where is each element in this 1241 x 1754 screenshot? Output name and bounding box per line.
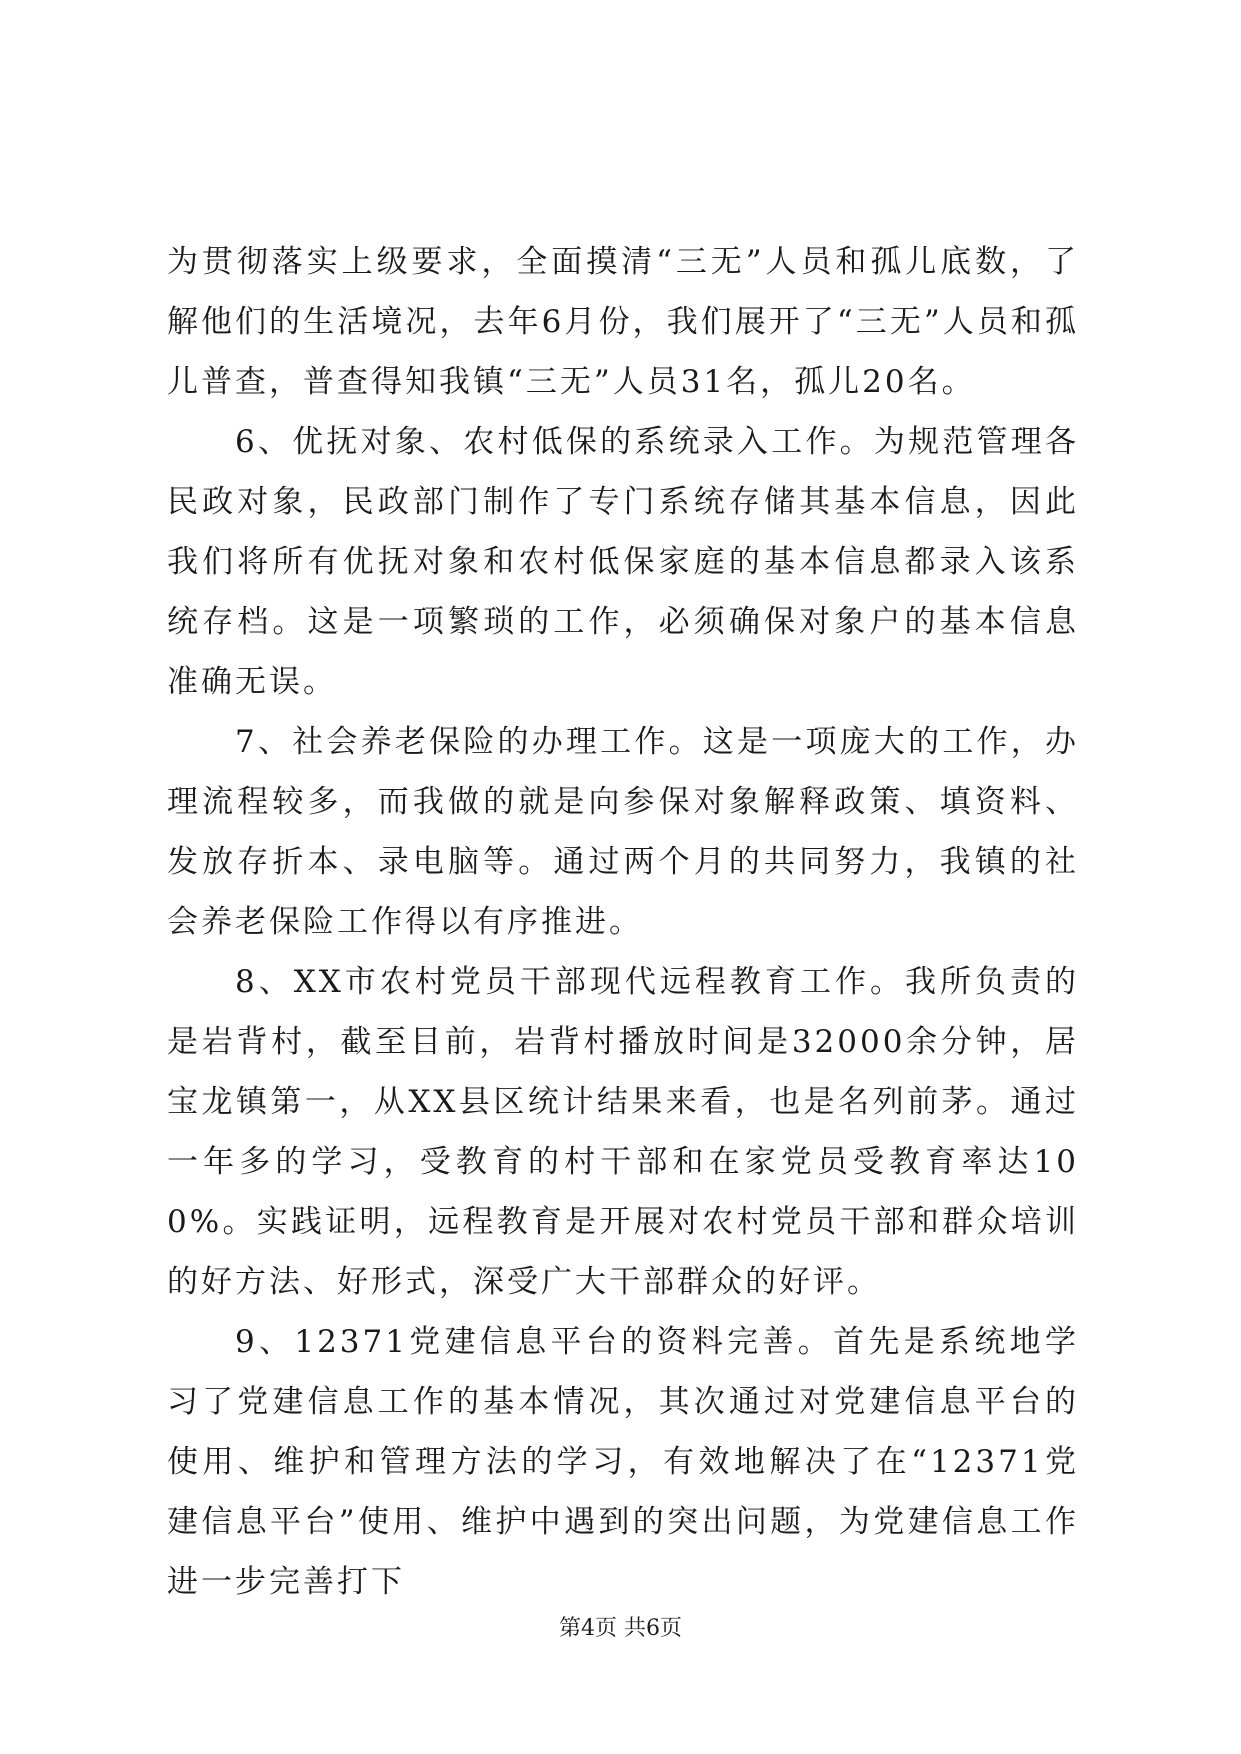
paragraph-item-6: 6、优抚对象、农村低保的系统录入工作。为规范管理各民政对象，民政部门制作了专门系统存储其基本信息，因此我们将所有优抚对象和农村低保家庭的基本信息都录入该系统存档。这是一项繁琐的工作，必须确保对象户的基本信息准确无误。 [167, 424, 1079, 700]
paragraph-item-8: 8、XX市农村党员干部现代远程教育工作。我所负责的是岩背村，截至目前，岩背村播放时间是32000余分钟，居宝龙镇第一，从XX县区统计结果来看，也是名列前茅。通过一年多的学习，受教育的村干部和在家党员受教育率达100%。实践证明，远程教育是开展对农村党员干部和群众培训的好方法、好形式，深受广大干部群众的好评。 [167, 964, 1079, 1300]
paragraph-continued-census: 为贯彻落实上级要求，全面摸清“三无”人员和孤儿底数，了解他们的生活境况，去年6月份，我们展开了“三无”人员和孤儿普查，普查得知我镇“三无”人员31名，孤儿20名。 [167, 244, 1079, 400]
paragraph-item-7: 7、社会养老保险的办理工作。这是一项庞大的工作，办理流程较多，而我做的就是向参保对象解释政策、填资料、发放存折本、录电脑等。通过两个月的共同努力，我镇的社会养老保险工作得以有序推进。 [167, 724, 1079, 940]
document-body [167, 232, 1079, 1612]
page-number-footer: 第4页 共6页 [559, 1616, 682, 1641]
paragraph-item-9: 9、12371党建信息平台的资料完善。首先是系统地学习了党建信息工作的基本情况，其次通过对党建信息平台的使用、维护和管理方法的学习，有效地解决了在“12371党建信息平台”使用、维护中遇到的突出问题，为党建信息工作进一步完善打下 [167, 1324, 1079, 1600]
